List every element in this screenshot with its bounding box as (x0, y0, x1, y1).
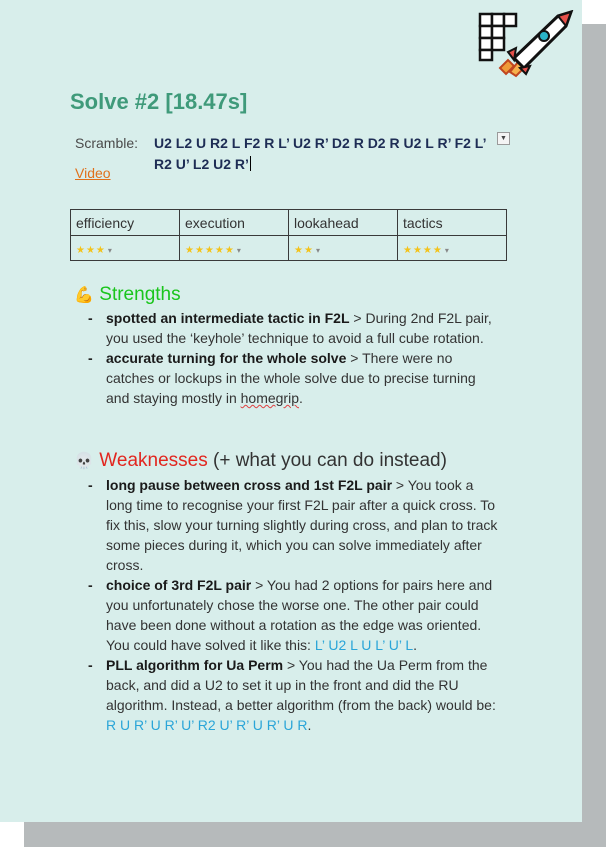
strengths-heading (74, 283, 181, 308)
star-rating[interactable]: ★★★★ (403, 245, 443, 256)
rating-header: efficiency (71, 210, 180, 236)
rating-efficiency-cell[interactable] (71, 236, 180, 261)
list-item (86, 348, 500, 408)
scramble-moves[interactable] (154, 133, 494, 175)
rating-header: lookahead (289, 210, 398, 236)
weaknesses-heading (74, 449, 447, 474)
ratings-header-row (71, 210, 507, 236)
strengths-list (86, 308, 500, 408)
scramble-label: Scramble: (75, 135, 139, 151)
algorithm-text: L’ U2 L U L’ U’ L (314, 637, 414, 653)
video-link[interactable]: Video (75, 165, 111, 181)
skull-icon: 💀 (74, 453, 94, 470)
chevron-down-icon: ▼ (500, 135, 507, 142)
item-title: long pause between cross and 1st F2L pair (106, 477, 393, 493)
cube-rocket-logo (478, 10, 574, 78)
strengths-title: Strengths (99, 284, 181, 305)
weaknesses-list (86, 475, 500, 735)
list-item (86, 575, 500, 655)
item-text: > There were no catches or lockups in the whole solve due to precise turning and staying mostly in (106, 350, 476, 406)
item-title: PLL algorithm for Ua Perm (106, 657, 284, 673)
item-text-end: . (307, 717, 312, 733)
rating-lookahead-cell[interactable] (289, 236, 398, 261)
scramble-dropdown-button[interactable] (497, 132, 510, 145)
item-title: choice of 3rd F2L pair (106, 577, 252, 593)
algorithm-text: R U R’ U R’ U’ R2 U’ R’ U R’ U R (106, 717, 308, 733)
weaknesses-title: Weaknesses (99, 450, 208, 471)
item-text: > You had the Ua Perm from the back, and did a U2 to set it up in the front and did the RU algorithm. Instead, a better algorithm (from the back) would be: (106, 657, 496, 713)
item-title: accurate turning for the whole solve (106, 350, 347, 366)
chevron-down-icon: ▾ (236, 246, 241, 255)
star-rating[interactable]: ★★★★★ (185, 245, 235, 256)
chevron-down-icon: ▾ (107, 246, 112, 255)
list-item (86, 308, 500, 348)
star-rating[interactable]: ★★★ (76, 245, 106, 256)
rating-tactics-cell[interactable] (398, 236, 507, 261)
item-text-end: . (299, 390, 303, 406)
item-text: > During 2nd F2L pair, you used the ‘keyhole’ technique to avoid a full cube rotation. (106, 310, 492, 346)
list-item (86, 655, 500, 735)
chevron-down-icon: ▾ (315, 246, 320, 255)
chevron-down-icon: ▾ (444, 246, 449, 255)
rating-execution-cell[interactable] (180, 236, 289, 261)
list-item (86, 475, 500, 575)
spellcheck-word[interactable]: homegrip (240, 390, 299, 406)
solve-title: Solve #2 [18.47s] (70, 89, 248, 114)
item-title: spotted an intermediate tactic in F2L (106, 310, 350, 326)
rating-header: execution (180, 210, 289, 236)
item-text-end: . (413, 637, 418, 653)
ratings-stars-row (71, 236, 507, 261)
flexed-biceps-icon: 💪 (74, 287, 94, 304)
item-text: > You had 2 options for pairs here and you unfortunately chose the worse one. The other pair could have been done without a rotation as the edge was oriented. You could have solved it like this: (106, 577, 493, 653)
scramble-moves-text: U2 L2 U R2 L F2 R L’ U2 R’ D2 R D2 R U2 L R’ F2 L’ R2 U’ L2 U2 R’ (154, 135, 486, 172)
item-text: > You took a long time to recognise your first F2L pair after a quick cross. To fix this, slow your turning slightly during cross, and plan to track some pieces during it, which you can solve immediately after cross. (106, 477, 498, 573)
weaknesses-subtitle: (+ what you can do instead) (207, 450, 447, 471)
star-rating[interactable]: ★★ (294, 245, 314, 256)
ratings-table (70, 209, 507, 261)
text-cursor (250, 156, 251, 171)
rating-header: tactics (398, 210, 507, 236)
